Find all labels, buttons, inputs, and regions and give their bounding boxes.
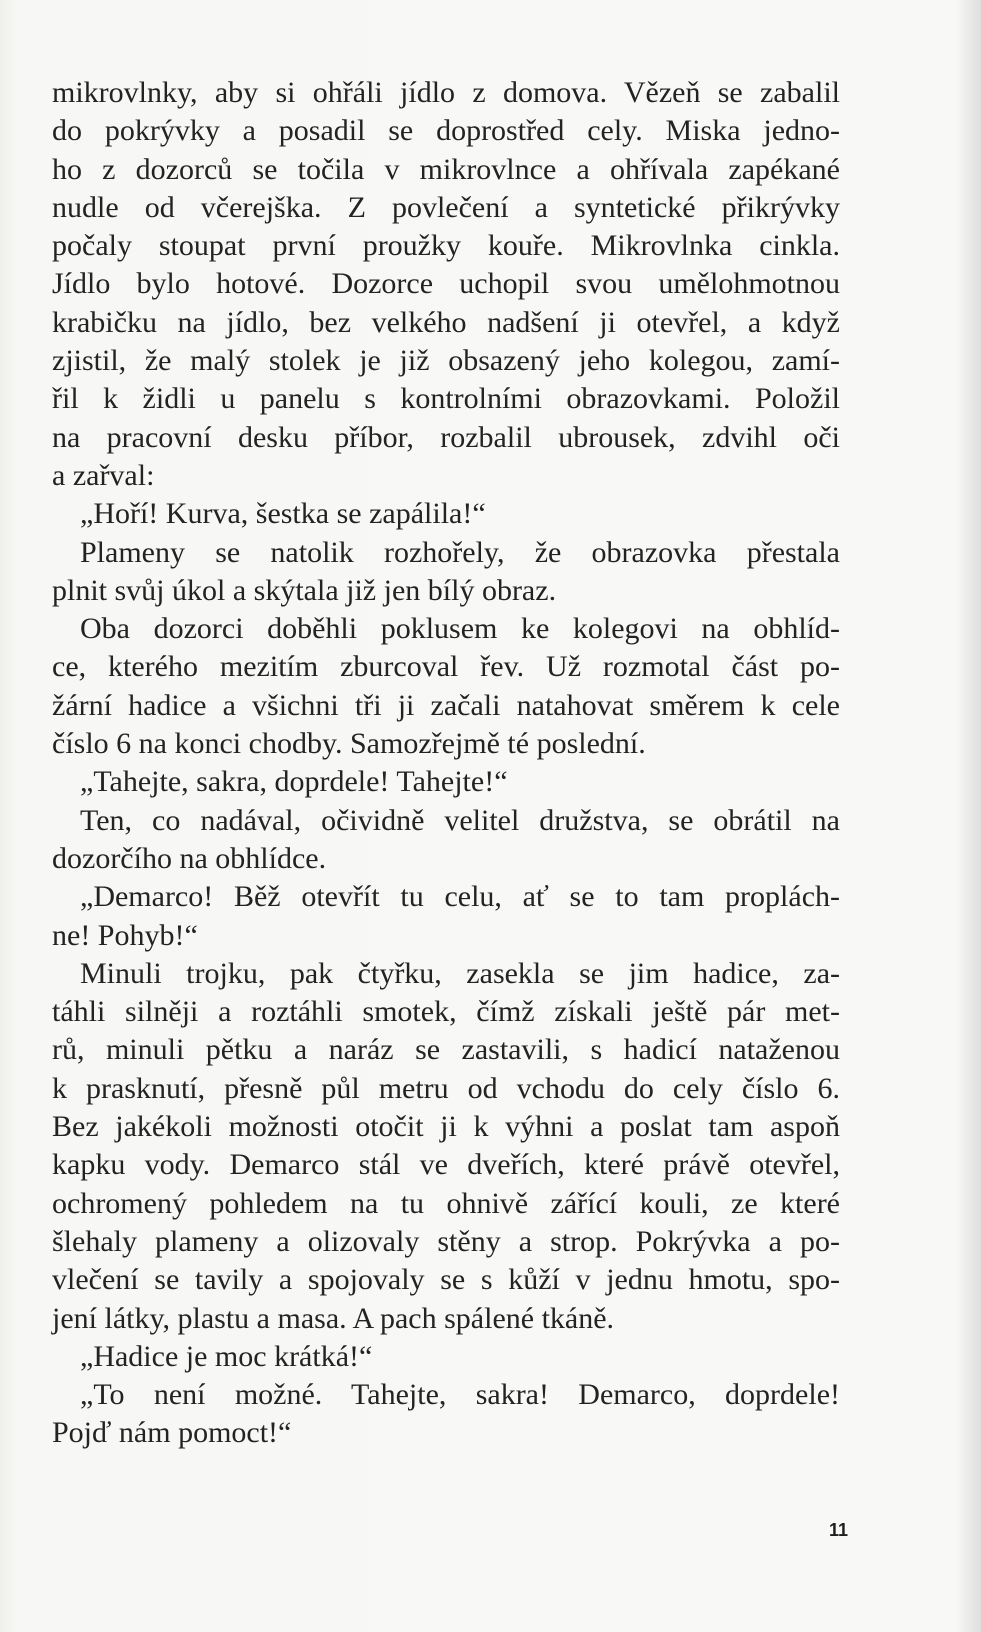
text-line: nudle od včerejška. Z povlečení a syntetické přikrývky xyxy=(52,190,840,224)
text-line: rů, minuli pětku a naráz se zastavili, s hadicí nataženou xyxy=(52,1033,840,1067)
text-line: ho z dozorců se točila v mikrovlnce a ohřívala zapékané xyxy=(52,152,840,186)
text-line: „Hoří! Kurva, šestka se zapálila!“ xyxy=(80,497,486,531)
text-line: „To není možné. Tahejte, sakra! Demarco, doprdele! xyxy=(80,1378,840,1412)
text-line: ochromený pohledem na tu ohnivě zářící kouli, ze které xyxy=(52,1186,840,1220)
text-line: Plameny se natolik rozhořely, že obrazovka přestala xyxy=(80,535,840,569)
text-line: Jídlo bylo hotové. Dozorce uchopil svou umělohmotnou xyxy=(52,267,840,301)
text-line: žární hadice a všichni tři ji začali natahovat směrem k cele xyxy=(52,688,840,722)
text-line: „Hadice je moc krátká!“ xyxy=(80,1339,373,1373)
text-line: dozorčího na obhlídce. xyxy=(52,841,327,875)
text-line: „Demarco! Běž otevřít tu celu, ať se to tam proplách- xyxy=(80,880,840,914)
text-line: k prasknutí, přesně půl metru od vchodu do cely číslo 6. xyxy=(52,1071,840,1105)
text-line: „Tahejte, sakra, doprdele! Tahejte!“ xyxy=(80,765,508,799)
text-line: do pokrývky a posadil se doprostřed cely. Miska jedno- xyxy=(52,114,840,148)
page-edge-shadow xyxy=(955,0,981,1632)
text-line: krabičku na jídlo, bez velkého nadšení ji otevřel, a když xyxy=(52,305,840,339)
page-number: 11 xyxy=(828,1520,848,1540)
text-line: ce, kterého mezitím zburcoval řev. Už rozmotal část po- xyxy=(52,650,840,684)
text-line: jení látky, plastu a masa. A pach spálené tkáně. xyxy=(52,1301,615,1335)
text-line: vlečení se tavily a spojovaly se s kůží v jednu hmotu, spo- xyxy=(52,1263,840,1297)
text-line: zjistil, že malý stolek je již obsazený jeho kolegou, zamí- xyxy=(52,344,840,378)
text-line: Pojď nám pomoct!“ xyxy=(52,1416,292,1450)
text-line: na pracovní desku příbor, rozbalil ubrousek, zdvihl oči xyxy=(52,420,840,454)
text-line: Minuli trojku, pak čtyřku, zasekla se jim hadice, za- xyxy=(80,956,840,990)
text-line: Bez jakékoli možnosti otočit ji k výhni a poslat tam aspoň xyxy=(52,1110,840,1144)
body-text xyxy=(52,74,840,1453)
text-line: šlehaly plameny a olizovaly stěny a strop. Pokrývka a po- xyxy=(52,1224,840,1258)
text-line: plnit svůj úkol a skýtala již jen bílý obraz. xyxy=(52,573,557,607)
text-line: táhli silněji a roztáhli smotek, čímž získali ještě pár met- xyxy=(52,995,840,1029)
text-line: Ten, co nadával, očividně velitel družstva, se obrátil na xyxy=(80,803,840,837)
text-line: číslo 6 na konci chodby. Samozřejmě té poslední. xyxy=(52,727,646,761)
text-line: ne! Pohyb!“ xyxy=(52,918,198,952)
text-line: mikrovlnky, aby si ohřáli jídlo z domova. Vězeň se zabalil xyxy=(52,76,840,109)
text-line: kapku vody. Demarco stál ve dveřích, které právě otevřel, xyxy=(52,1148,840,1182)
text-line: Oba dozorci doběhli poklusem ke kolegovi na obhlíd- xyxy=(80,612,840,646)
text-line: počaly stoupat první proužky kouře. Mikrovlnka cinkla. xyxy=(52,229,840,263)
text-line: řil k židli u panelu s kontrolními obrazovkami. Položil xyxy=(52,382,840,416)
text-line: a zařval: xyxy=(52,458,155,492)
